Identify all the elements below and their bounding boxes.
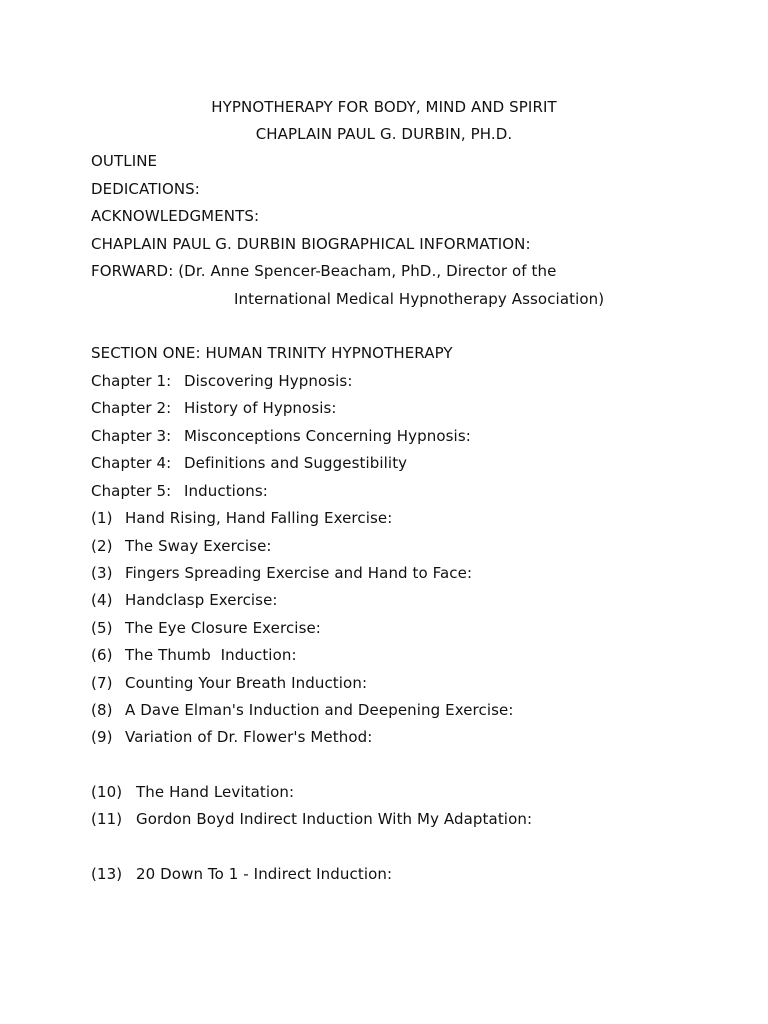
- induction-number: (8): [91, 701, 113, 719]
- document-author: CHAPLAIN PAUL G. DURBIN, PH.D.: [255, 125, 513, 143]
- induction-number: (10): [91, 783, 123, 801]
- induction-title: Handclasp Exercise:: [125, 591, 278, 609]
- induction-title: Hand Rising, Hand Falling Exercise:: [125, 509, 393, 527]
- induction-number: (9): [91, 728, 113, 746]
- induction-item: [91, 782, 294, 802]
- induction-title: Gordon Boyd Indirect Induction With My Adaptation:: [136, 810, 533, 828]
- induction-title: The Hand Levitation:: [136, 783, 295, 801]
- induction-title: 20 Down To 1 - Indirect Induction:: [136, 865, 393, 883]
- induction-item: [91, 618, 321, 638]
- induction-number: (6): [91, 646, 113, 664]
- induction-title: Variation of Dr. Flower's Method:: [125, 728, 373, 746]
- chapter-label: Chapter 4:: [91, 454, 172, 472]
- induction-item: [91, 590, 278, 610]
- induction-item: [91, 727, 372, 747]
- acknowledgments-heading: ACKNOWLEDGMENTS:: [91, 207, 260, 225]
- chapter-label: Chapter 3:: [91, 427, 172, 445]
- outline-heading: OUTLINE: [91, 152, 158, 170]
- induction-title: The Thumb Induction:: [125, 646, 297, 664]
- bio-heading: CHAPLAIN PAUL G. DURBIN BIOGRAPHICAL INFORMATION:: [91, 235, 531, 253]
- chapter-title: Definitions and Suggestibility: [184, 454, 408, 472]
- induction-title: Counting Your Breath Induction:: [125, 674, 368, 692]
- chapter-entry: [91, 426, 471, 446]
- chapter-entry: [91, 453, 407, 473]
- chapter-label: Chapter 1:: [91, 372, 172, 390]
- induction-item: [91, 563, 472, 583]
- dedications-heading: DEDICATIONS:: [91, 180, 200, 198]
- chapter-entry: [91, 398, 337, 418]
- chapter-label: Chapter 2:: [91, 399, 172, 417]
- induction-item: [91, 536, 272, 556]
- chapter-entry: [91, 481, 268, 501]
- induction-number: (1): [91, 509, 113, 527]
- document-title: HYPNOTHERAPY FOR BODY, MIND AND SPIRIT: [211, 98, 557, 116]
- chapter-title: Inductions:: [184, 482, 268, 500]
- induction-number: (4): [91, 591, 113, 609]
- induction-item: [91, 700, 514, 720]
- forward-line-1: FORWARD: (Dr. Anne Spencer-Beacham, PhD., Director of the: [91, 262, 557, 280]
- induction-title: The Eye Closure Exercise:: [125, 619, 321, 637]
- induction-item: [91, 864, 392, 884]
- induction-number: (2): [91, 537, 113, 555]
- induction-title: The Sway Exercise:: [125, 537, 272, 555]
- induction-item: [91, 645, 297, 665]
- induction-title: A Dave Elman's Induction and Deepening Exercise:: [125, 701, 514, 719]
- induction-number: (5): [91, 619, 113, 637]
- chapter-title: History of Hypnosis:: [184, 399, 337, 417]
- induction-number: (3): [91, 564, 113, 582]
- induction-item: [91, 508, 392, 528]
- induction-number: (11): [91, 810, 123, 828]
- chapter-title: Discovering Hypnosis:: [184, 372, 353, 390]
- forward-line-2: International Medical Hypnotherapy Association): [234, 290, 605, 308]
- induction-item: [91, 809, 532, 829]
- induction-number: (13): [91, 865, 123, 883]
- induction-title: Fingers Spreading Exercise and Hand to Face:: [125, 564, 473, 582]
- chapter-title: Misconceptions Concerning Hypnosis:: [184, 427, 471, 445]
- section-one-heading: SECTION ONE: HUMAN TRINITY HYPNOTHERAPY: [91, 344, 453, 362]
- induction-item: [91, 673, 367, 693]
- chapter-entry: [91, 371, 353, 391]
- induction-number: (7): [91, 674, 113, 692]
- chapter-label: Chapter 5:: [91, 482, 172, 500]
